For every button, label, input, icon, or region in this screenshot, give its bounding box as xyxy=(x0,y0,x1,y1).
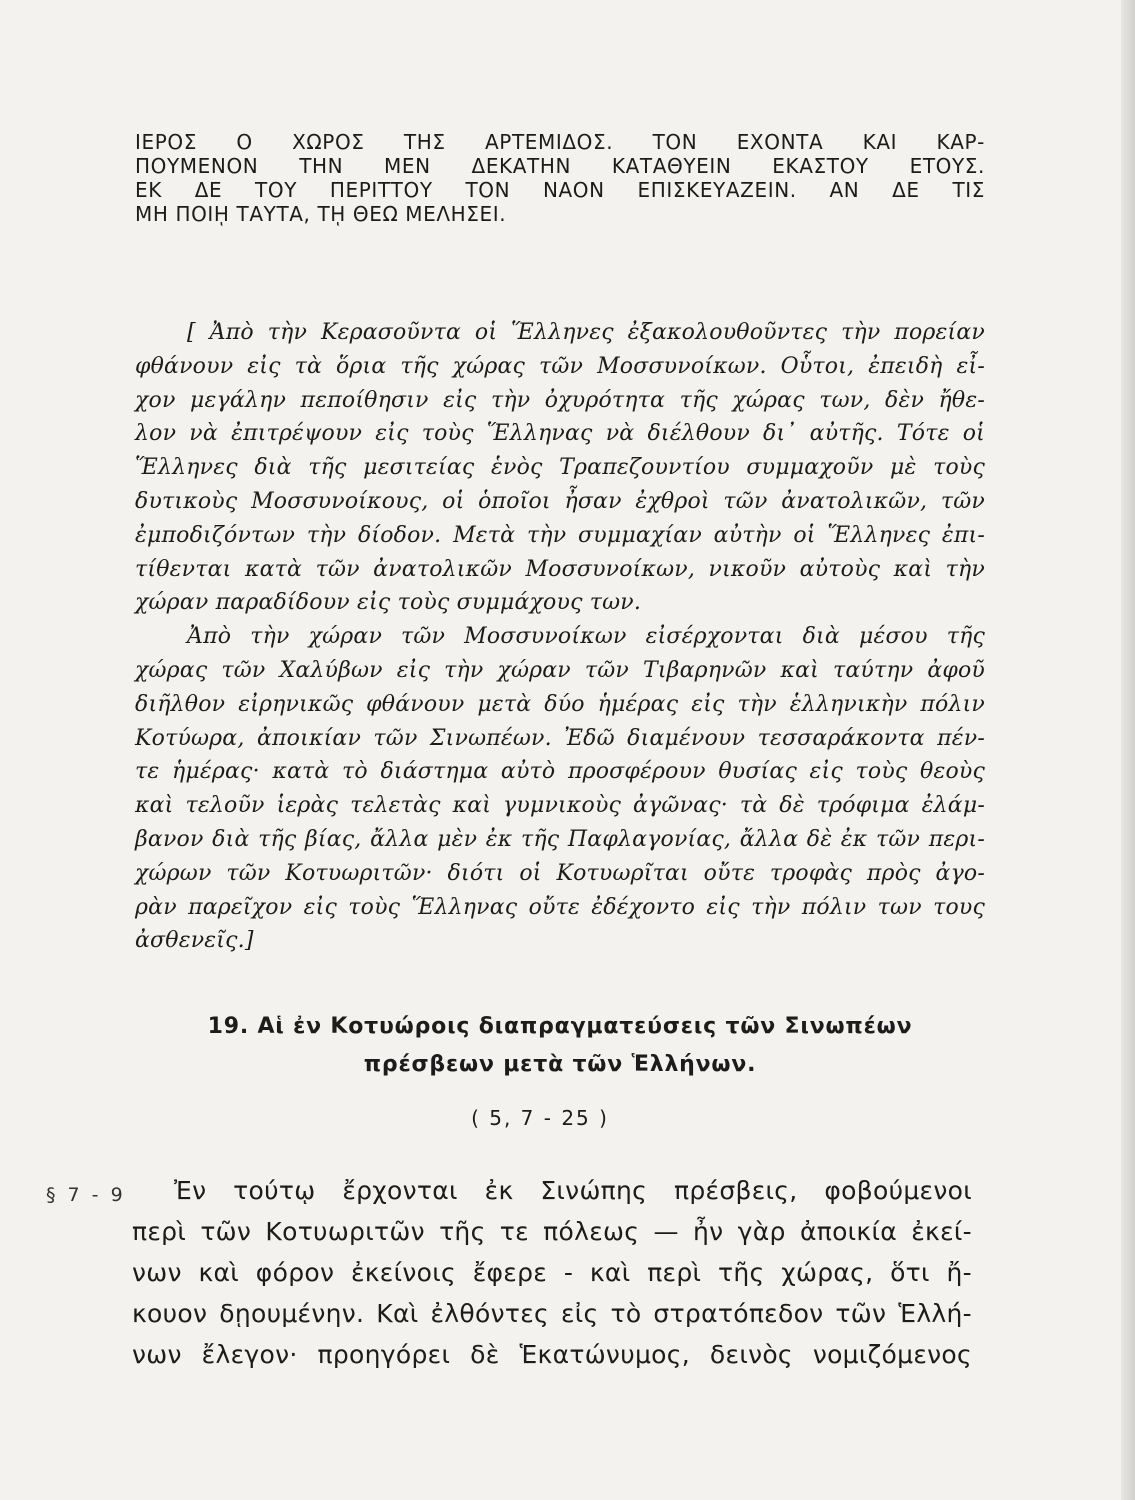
inscription-block xyxy=(135,130,985,226)
summary-line: Ἕλληνες διὰ τῆς μεσιτείας ἑνὸς Τραπεζουντίου συμμαχοῦν μὲ τοὺς xyxy=(135,455,985,481)
summary-line: φθάνουν εἰς τὰ ὅρια τῆς χώρας τῶν Μοσσυνοίκων. Οὗτοι, ἐπειδὴ εἶ- xyxy=(135,353,985,379)
summary-line: Ἀπὸ τὴν χώραν τῶν Μοσσυνοίκων εἰσέρχονται διὰ μέσου τῆς xyxy=(187,624,985,650)
summary-block xyxy=(135,316,985,958)
inscription-line: ΙΕΡΟΣ Ο ΧΩΡΟΣ ΤΗΣ ΑΡΤΕΜΙΔΟΣ. ΤΟΝ ΕΧΟΝΤΑ ΚΑΙ ΚΑΡ- xyxy=(135,130,985,154)
text-line: νων καὶ φόρον ἐκείνοις ἔφερε - καὶ περὶ τῆς χώρας, ὅτι ἤ- xyxy=(132,1258,972,1287)
summary-line: ρὰν παρεῖχον εἰς τοὺς Ἕλληνας οὔτε ἐδέχοντο εἰς τὴν πόλιν των τους xyxy=(135,894,985,920)
summary-line: τε ἡμέρας· κατὰ τὸ διάστημα αὐτὸ προσφέρουν θυσίας εἰς τοὺς θεοὺς xyxy=(135,759,985,785)
inscription-line: ΕΚ ΔΕ ΤΟΥ ΠΕΡΙΤΤΟΥ ΤΟΝ ΝΑΟΝ ΕΠΙΣΚΕΥΑΖΕΙΝ. ΑΝ ΔΕ ΤΙΣ xyxy=(135,178,985,202)
section-heading-continued: πρέσβεων μετὰ τῶν Ἑλλήνων. xyxy=(363,1052,757,1077)
page-edge-shadow xyxy=(1121,0,1135,1500)
summary-line: λον νὰ ἐπιτρέψουν εἰς τοὺς Ἕλληνας νὰ διέλθουν δι᾽ αὐτῆς. Τότε οἱ xyxy=(135,421,985,447)
summary-line: χον μεγάλην πεποίθησιν εἰς τὴν ὀχυρότητα τῆς χώρας των, δὲν ἤθε- xyxy=(135,387,985,413)
summary-line: ἐμποδιζόντων τὴν δίοδον. Μετὰ τὴν συμμαχίαν αὐτὴν οἱ Ἕλληνες ἐπι- xyxy=(135,522,985,548)
inscription-line: ΜΗ ΠΟΙῌ ΤΑΥΤΑ, Τῌ ΘΕΩ ΜΕΛΗΣΕΙ. xyxy=(135,202,507,226)
summary-line: βανον διὰ τῆς βίας, ἄλλα μὲν ἐκ τῆς Παφλαγονίας, ἄλλα δὲ ἐκ τῶν περι- xyxy=(135,826,985,852)
summary-line: χώραν παραδίδουν εἰς τοὺς συμμάχους των. xyxy=(135,590,642,616)
chapter-reference: ( 5, 7 - 25 ) xyxy=(471,1106,609,1130)
summary-line: καὶ τελοῦν ἱερὰς τελετὰς καὶ γυμνικοὺς ἀγῶνας· τὰ δὲ τρόφιμα ἐλάμ- xyxy=(135,793,985,819)
inscription-line: ΠΟΥΜΕΝΟΝ ΤΗΝ ΜΕΝ ΔΕΚΑΤΗΝ ΚΑΤΑΘΥΕΙΝ ΕΚΑΣΤΟΥ ΕΤΟΥΣ. xyxy=(135,154,985,178)
text-line: κουον δῃουμένην. Καὶ ἐλθόντες εἰς τὸ στρατόπεδον τῶν Ἑλλή- xyxy=(132,1299,972,1328)
margin-paragraph-note: § 7 - 9 xyxy=(46,1184,126,1206)
summary-line: διῆλθον εἰρηνικῶς φθάνουν μετὰ δύο ἡμέρας εἰς τὴν ἑλληνικὴν πόλιν xyxy=(135,691,985,717)
summary-line: χώρας τῶν Χαλύβων εἰς τὴν χώραν τῶν Τιβαρηνῶν καὶ ταύτην ἀφοῦ xyxy=(135,657,985,683)
greek-text-block xyxy=(132,1170,972,1375)
text-line: Ἐν τούτῳ ἔρχονται ἐκ Σινώπης πρέσβεις, φοβούμενοι xyxy=(174,1176,972,1205)
summary-line: [ Ἀπὸ τὴν Κερασοῦντα οἱ Ἕλληνες ἐξακολουθοῦντες τὴν πορείαν xyxy=(187,320,985,345)
summary-line: χώρων τῶν Κοτυωριτῶν· διότι οἱ Κοτυωρῖται οὔτε τροφὰς πρὸς ἀγο- xyxy=(135,860,985,886)
summary-line: ἀσθενεῖς.] xyxy=(135,928,254,954)
section-heading: 19. Αἱ ἐν Κοτυώροις διαπραγματεύσεις τῶν Σινωπέων xyxy=(207,1014,913,1039)
text-line: περὶ τῶν Κοτυωριτῶν τῆς τε πόλεως — ἦν γὰρ ἀποικία ἐκεί- xyxy=(132,1217,972,1246)
summary-line: Κοτύωρα, ἀποικίαν τῶν Σινωπέων. Ἐδῶ διαμένουν τεσσαράκοντα πέν- xyxy=(135,725,985,751)
text-line: νων ἔλεγον· προηγόρει δὲ Ἑκατώνυμος, δεινὸς νομιζόμενος xyxy=(132,1340,972,1369)
summary-line: δυτικοὺς Μοσσυνοίκους, οἱ ὁποῖοι ἦσαν ἐχθροὶ τῶν ἀνατολικῶν, τῶν xyxy=(135,488,985,514)
summary-line: τίθενται κατὰ τῶν ἀνατολικῶν Μοσσυνοίκων, νικοῦν αὐτοὺς καὶ τὴν xyxy=(135,556,985,582)
